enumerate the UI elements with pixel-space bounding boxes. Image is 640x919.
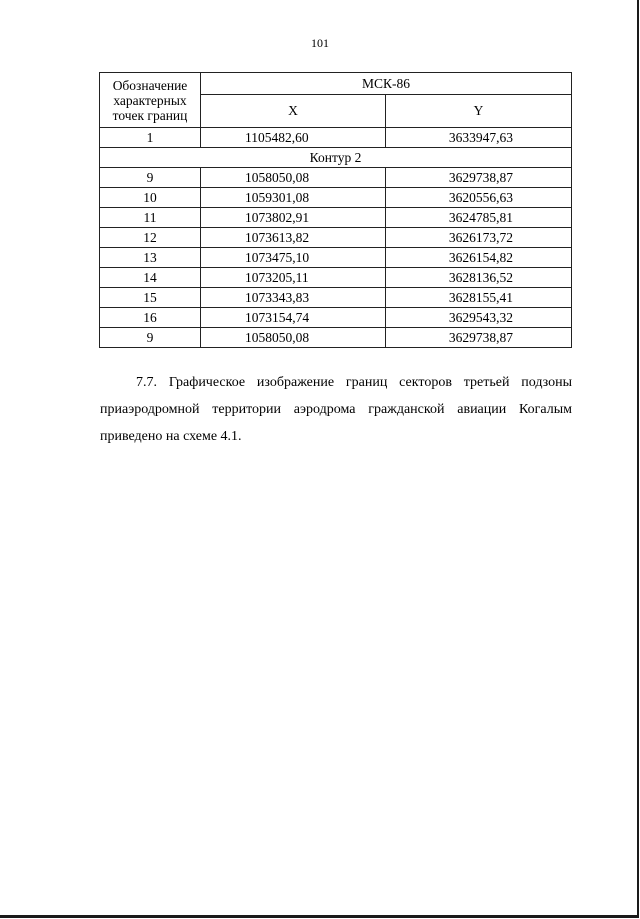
cell-y: 3628155,41 [386, 288, 572, 308]
table-row [100, 128, 572, 148]
table-row [100, 288, 572, 308]
section-row [100, 148, 572, 168]
cell-y: 3628136,52 [386, 268, 572, 288]
coordinates-table [99, 72, 572, 348]
header-coordinate-system: МСК-86 [201, 73, 572, 95]
paragraph-first-line: 7.7. Графическое изображение границ секторов третьей подзоны [136, 375, 572, 390]
cell-x: 1073343,83 [201, 288, 386, 308]
cell-x: 1105482,60 [201, 128, 386, 148]
table-row [100, 268, 572, 288]
cell-point: 9 [100, 168, 201, 188]
cell-point: 10 [100, 188, 201, 208]
section-title: Контур 2 [100, 148, 572, 168]
cell-y: 3626154,82 [386, 248, 572, 268]
cell-point: 15 [100, 288, 201, 308]
cell-x: 1059301,08 [201, 188, 386, 208]
cell-point: 12 [100, 228, 201, 248]
cell-y: 3620556,63 [386, 188, 572, 208]
cell-y: 3624785,81 [386, 208, 572, 228]
cell-x: 1073475,10 [201, 248, 386, 268]
table-row [100, 168, 572, 188]
cell-point: 11 [100, 208, 201, 228]
page-number: 101 [311, 36, 329, 50]
table-row [100, 248, 572, 268]
cell-x: 1073205,11 [201, 268, 386, 288]
cell-y: 3629738,87 [386, 168, 572, 188]
table-row [100, 228, 572, 248]
cell-point: 13 [100, 248, 201, 268]
table-row [100, 308, 572, 328]
cell-x: 1058050,08 [201, 328, 386, 348]
cell-point: 1 [100, 128, 201, 148]
cell-y: 3629738,87 [386, 328, 572, 348]
table-row [100, 328, 572, 348]
cell-x: 1073613,82 [201, 228, 386, 248]
cell-x: 1058050,08 [201, 168, 386, 188]
paragraph-continuation: приаэродромной территории аэродрома гражданской авиации Когалым приведено на схеме 4.1. [100, 402, 572, 444]
cell-x: 1073154,74 [201, 308, 386, 328]
cell-point: 14 [100, 268, 201, 288]
table-row [100, 208, 572, 228]
cell-y: 3629543,32 [386, 308, 572, 328]
cell-point: 16 [100, 308, 201, 328]
cell-x: 1073802,91 [201, 208, 386, 228]
body-paragraph [100, 369, 572, 450]
table-row [100, 188, 572, 208]
cell-y: 3626173,72 [386, 228, 572, 248]
cell-point: 9 [100, 328, 201, 348]
cell-y: 3633947,63 [386, 128, 572, 148]
header-x: X [201, 95, 386, 128]
header-designation: Обозначение характерных точек границ [100, 73, 201, 128]
header-y: Y [386, 95, 572, 128]
